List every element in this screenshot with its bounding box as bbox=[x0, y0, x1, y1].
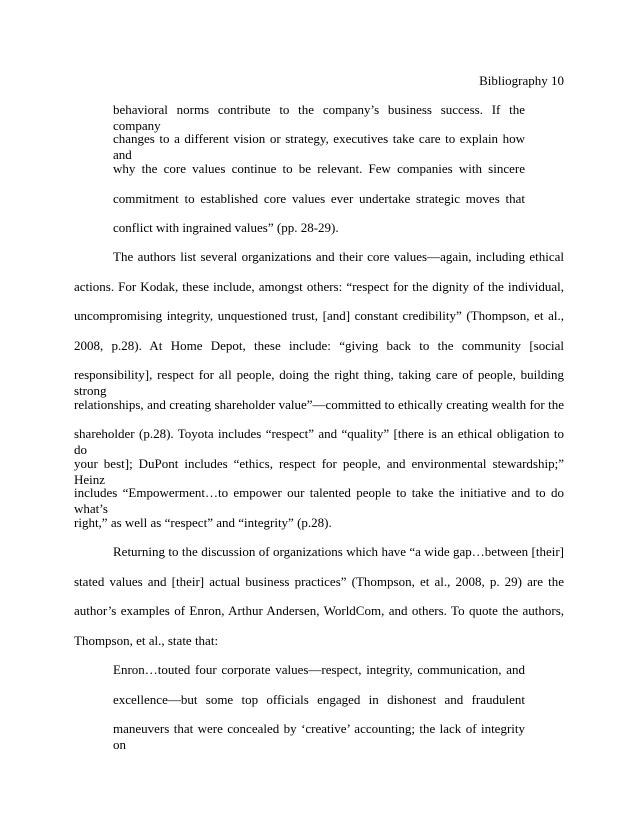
paragraph-1-line-5: responsibility], respect for all people, doing the right thing, taking care of people, building strong bbox=[74, 367, 564, 398]
block-quote-2-line-3: maneuvers that were concealed by ‘creative’ accounting; the lack of integrity on bbox=[113, 721, 525, 752]
block-quote-2-line-2: excellence—but some top officials engaged in dishonest and fraudulent bbox=[113, 692, 525, 707]
block-quote-1-line-5: conflict with ingrained values” (pp. 28-29). bbox=[113, 220, 339, 235]
paragraph-1-line-4: 2008, p.28). At Home Depot, these include: “giving back to the community [social bbox=[74, 338, 564, 353]
block-quote-1-line-2: changes to a different vision or strategy, executives take care to explain how and bbox=[113, 131, 525, 162]
paragraph-1-line-1: The authors list several organizations and their core values—again, including ethical bbox=[113, 249, 564, 264]
block-quote-1-line-4: commitment to established core values ever undertake strategic moves that bbox=[113, 191, 525, 206]
block-quote-2-line-1: Enron…touted four corporate values—respect, integrity, communication, and bbox=[113, 662, 525, 677]
paragraph-1-line-2: actions. For Kodak, these include, amongst others: “respect for the dignity of the individual, bbox=[74, 279, 564, 294]
paragraph-1-line-7: shareholder (p.28). Toyota includes “respect” and “quality” [there is an ethical obligation to do bbox=[74, 426, 564, 457]
paragraph-1-line-6: relationships, and creating shareholder value”—committed to ethically creating wealth for the bbox=[74, 397, 564, 412]
paragraph-1-line-10: right,” as well as “respect” and “integrity” (p.28). bbox=[74, 515, 332, 530]
paragraph-2-line-4: Thompson, et al., state that: bbox=[74, 633, 219, 648]
paragraph-1-line-3: uncompromising integrity, unquestioned trust, [and] constant credibility” (Thompson, et al., bbox=[74, 308, 564, 323]
block-quote-1-line-3: why the core values continue to be relevant. Few companies with sincere bbox=[113, 161, 525, 176]
block-quote-1-line-1: behavioral norms contribute to the company’s business success. If the company bbox=[113, 102, 525, 133]
paragraph-2-line-3: author’s examples of Enron, Arthur Andersen, WorldCom, and others. To quote the authors, bbox=[74, 603, 564, 618]
paragraph-2-line-2: stated values and [their] actual business practices” (Thompson, et al., 2008, p. 29) are the bbox=[74, 574, 564, 589]
running-head: Bibliography 10 bbox=[479, 73, 564, 88]
paragraph-1-line-8: your best]; DuPont includes “ethics, respect for people, and environmental stewardship;” Heinz bbox=[74, 456, 564, 487]
paragraph-1-line-9: includes “Empowerment…to empower our talented people to take the initiative and to do what’s bbox=[74, 485, 564, 516]
paragraph-2-line-1: Returning to the discussion of organizations which have “a wide gap…between [their] bbox=[113, 544, 564, 559]
